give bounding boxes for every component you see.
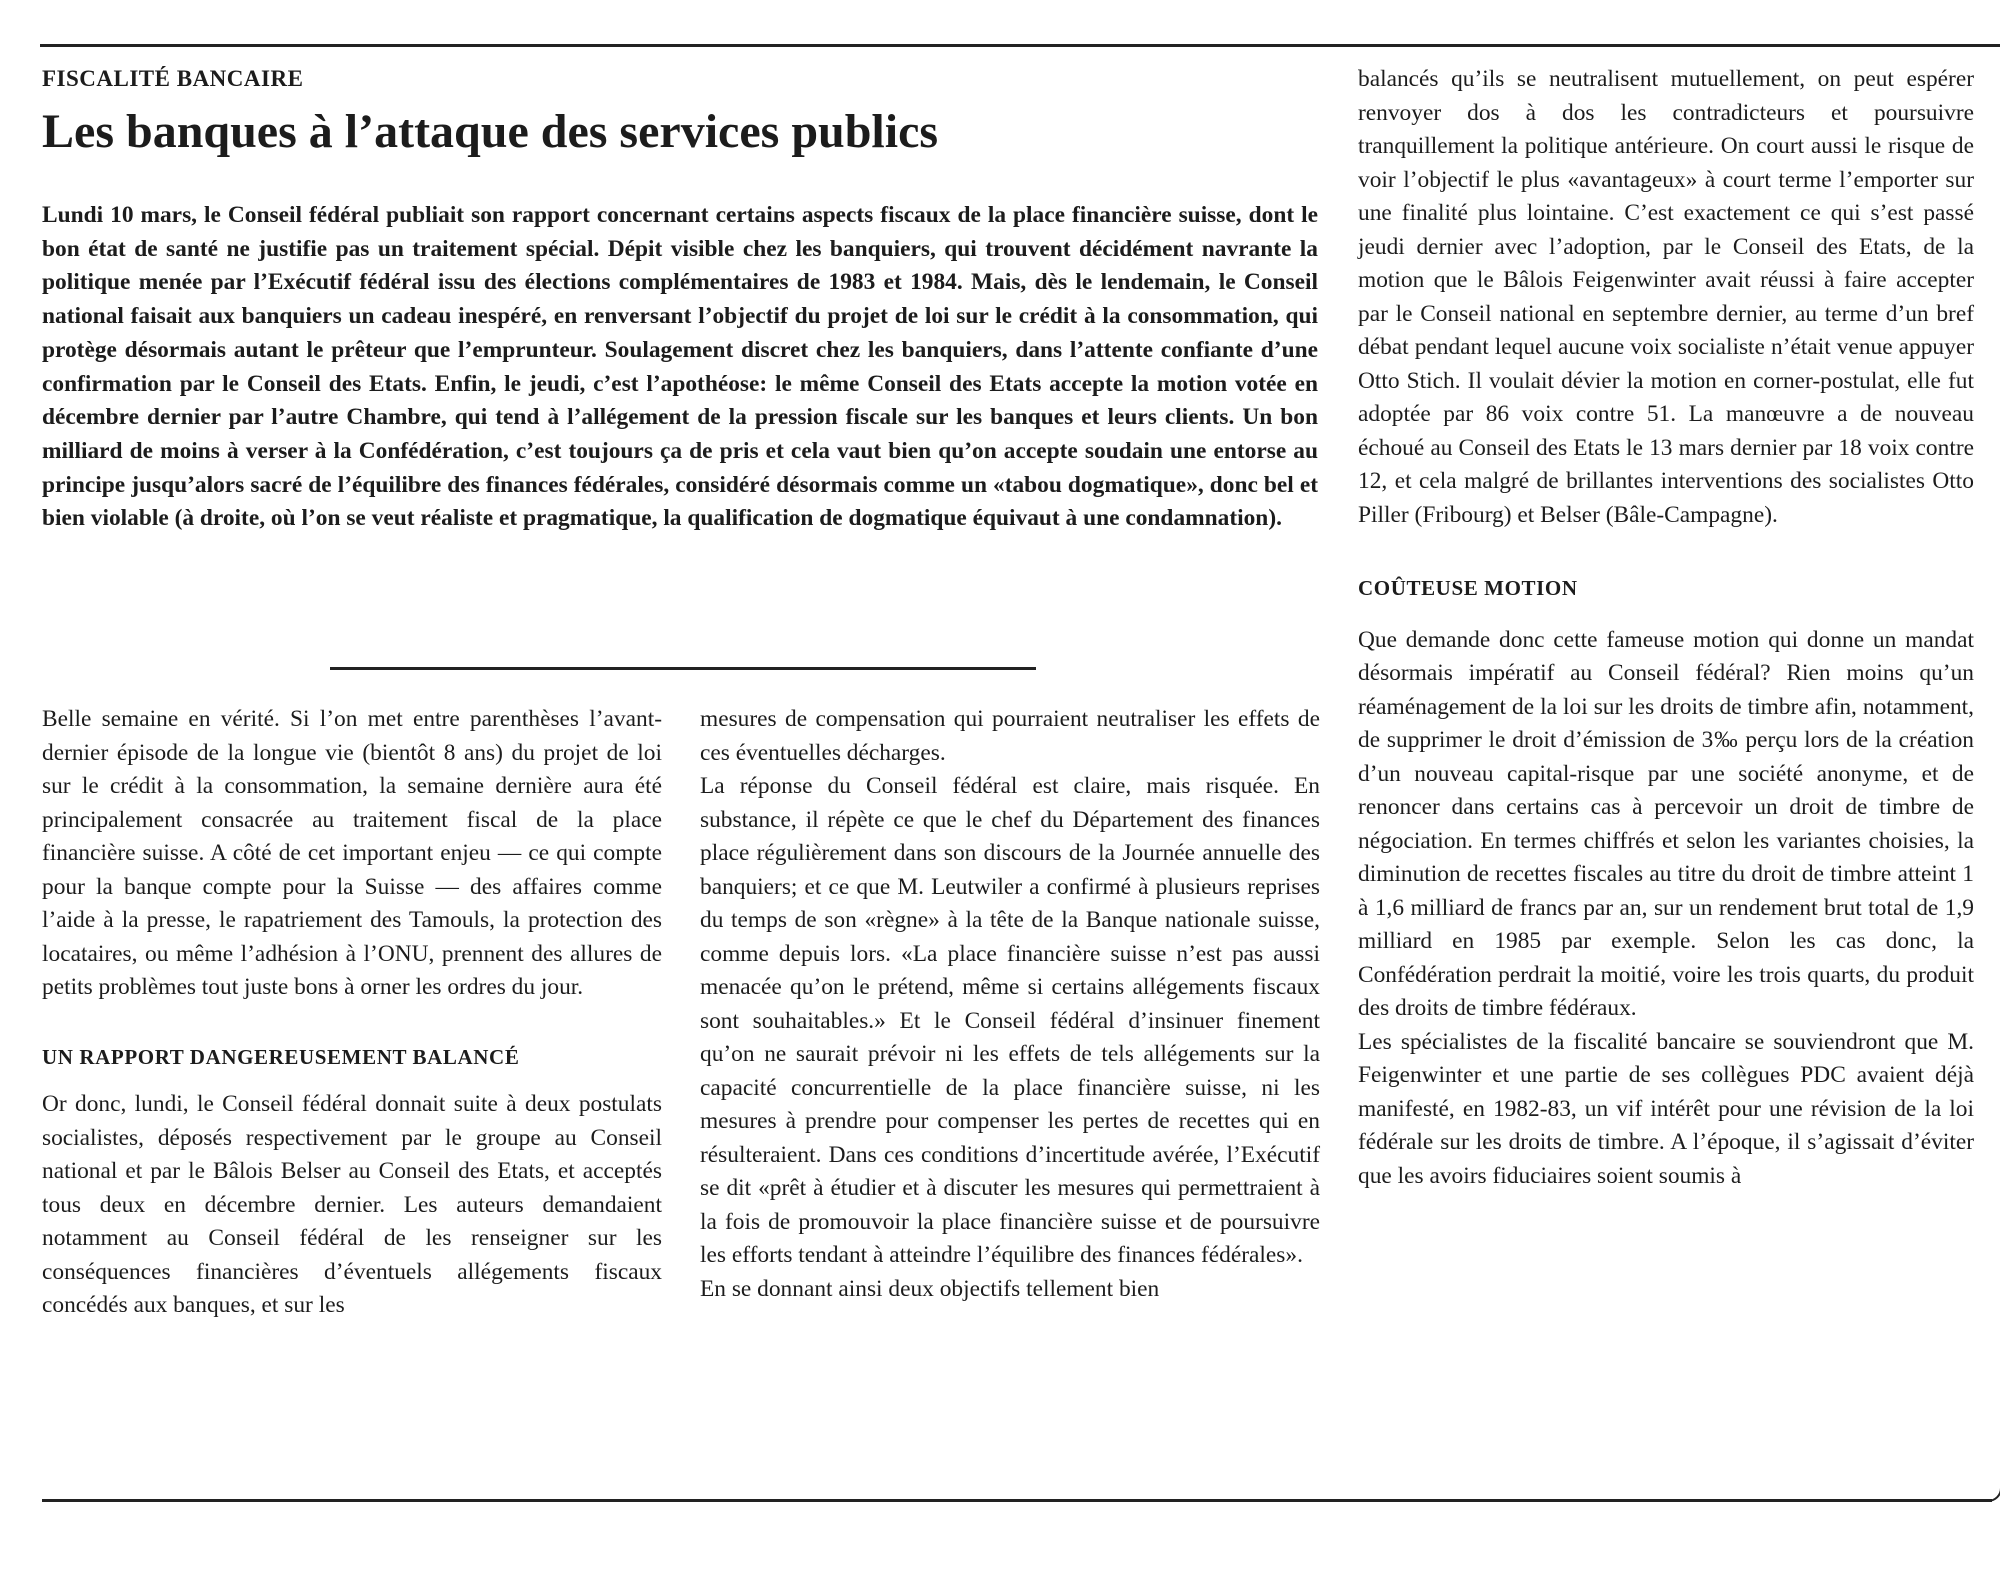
lead-paragraph: Lundi 10 mars, le Conseil fédéral publiait son rapport concernant certains aspects fiscaux de la place financière suisse, dont le bon état de santé ne justifie pas un traitement spécial. Dépit visible chez les banquiers, qui trouvent décidément navrante la politique menée par l’Exécutif fédéral issu des élections complémentaires de 1983 et 1984. Mais, dès le lendemain, le Conseil national faisait aux banquiers un cadeau inespéré, en renversant l’objectif du projet de loi sur le crédit à la consommation, qui protège désormais autant le prêteur que l’emprunteur. Soulagement discret chez les banquiers, dans l’attente confiante d’une confirmation par le Conseil des Etats. Enfin, le jeudi, c’est l’apothéose: le même Conseil des Etats accepte la motion votée en décembre dernier par l’autre Chambre, qui tend à l’allégement de la pression fiscale sur les banques et leurs clients. Un bon milliard de moins à verser à la Confédération, c’est toujours ça de pris et cela vaut bien qu’on accepte soudain une entorse au principe jusqu’alors sacré de l’équilibre des finances fédérales, considéré désormais comme un «tabou dogmatique», donc bel et bien violable (à droite, où l’on se veut réaliste et pragmatique, la qualification de dogmatique équivaut à une condamnation). [42,202,1318,532]
column2-paragraph-2: La réponse du Conseil fédéral est claire, mais risquée. En substance, il répète ce que le chef du Département des finances place régulièrement dans son discours de la Journée annuelle des banquiers; et ce que M. Leutwiler a confirmé à plusieurs reprises du temps de son «règne» à la tête de la Banque nationale suisse, comme depuis lors. «La place financière suisse n’est pas aussi menacée qu’on le prétend, même si certains allégements fiscaux sont souhaitables.» Et le Conseil fédéral d’insinuer finement qu’on ne saurait prévoir ni les effets de tels allégements sur la capacité concurrentielle de la place financière suisse, ni les mesures à prendre pour compenser les pertes de recettes qui en résulteraient. Dans ces conditions d’incertitude avérée, l’Exécutif se dit «prêt à étudier et à discuter les mesures qui permettraient à la fois de promouvoir la place financière suisse et de poursuivre les efforts tendant à atteindre l’équilibre des finances fédérales». [700,773,1320,1268]
article-column-3 [1358,63,1974,1193]
column2-paragraph-1: mesures de compensation qui pourraient neutraliser les effets de ces éventuelles décharges. [700,706,1320,766]
bottom-rule [42,1499,1992,1502]
article-column-2 [700,703,1320,1306]
column3-paragraph-1: balancés qu’ils se neutralisent mutuellement, on peut espérer renvoyer dos à dos les contradicteurs et poursuivre tranquillement la politique antérieure. On court aussi le risque de voir l’objectif le plus «avantageux» à court terme l’emporter sur une finalité plus lointaine. C’est exactement ce qui s’est passé jeudi dernier avec l’adoption, par le Conseil des Etats, de la motion que le Bâlois Feigenwinter avait réussi à faire accepter par le Conseil national en septembre dernier, au terme d’un bref débat pendant lequel aucune voix socialiste n’était venue appuyer Otto Stich. Il voulait dévier la motion en corner-postulat, elle fut adoptée par 86 voix contre 51. La manœuvre a de nouveau échoué au Conseil des Etats le 13 mars dernier par 18 voix contre 12, et cela malgré de brillantes interventions des socialistes Otto Piller (Fribourg) et Belser (Bâle-Campagne). [1358,66,1974,528]
section-kicker: FISCALITÉ BANCAIRE [42,66,304,91]
column3-paragraph-3: Les spécialistes de la fiscalité bancaire se souviendront que M. Feigenwinter et une partie de ses collègues PDC avaient déjà manifesté, en 1982-83, un vif intérêt pour une révision de la loi fédérale sur les droits de timbre. A l’époque, il s’agissait d’éviter que les avoirs fiduciaires soient soumis à [1358,1028,1974,1189]
column3-paragraph-2: Que demande donc cette fameuse motion qui donne un mandat désormais impératif au Conseil fédéral? Rien moins qu’un réaménagement de la loi sur les droits de timbre afin, notamment, de supprimer le droit d’émission de 3‰ perçu lors de la création d’un nouveau capital-risque par une société anonyme, et de renoncer dans certains cas à percevoir un droit de timbre de négociation. En termes chiffrés et selon les variantes choisies, la diminution de recettes fiscales au titre du droit de timbre atteint 1 à 1,6 milliard de francs par an, sur un rendement brut total de 1,9 milliard en 1985 par exemple. Selon les cas donc, la Confédération perdrait la moitié, voire les trois quarts, du produit des droits de timbre fédéraux. [1358,626,1974,1021]
column1-paragraph-1: Belle semaine en vérité. Si l’on met entre parenthèses l’avant-dernier épisode de la longue vie (bientôt 8 ans) du projet de loi sur le crédit à la consommation, la semaine dernière aura été principalement consacrée au traitement fiscal de la place financière suisse. A côté de cet important enjeu — ce qui compte pour la banque compte pour la Suisse — des affaires comme l’aide à la presse, le rapatriement des Tamouls, la protection des locataires, ou même l’adhésion à l’ONU, prennent des allures de petits problèmes tout juste bons à orner les ordres du jour. [42,706,662,1000]
top-rule [40,44,2000,47]
column1-paragraph-2: Or donc, lundi, le Conseil fédéral donnait suite à deux postulats socialistes, déposés respectivement par le groupe au Conseil national et par le Bâlois Belser au Conseil des Etats, et acceptés tous deux en décembre dernier. Les auteurs demandaient notamment au Conseil fédéral de les renseigner sur les conséquences financières d’éventuels allégements fiscaux concédés aux banques, et sur les [42,1091,662,1318]
bottom-rule-corner [1974,1478,2000,1502]
column2-paragraph-3: En se donnant ainsi deux objectifs tellement bien [700,1275,1160,1302]
article-headline: Les banques à l’attaque des services publics [42,105,939,158]
lead-divider [330,667,1036,670]
article-column-1 [42,703,662,1323]
column3-subheading: COÛTEUSE MOTION [1358,576,1578,600]
column1-subheading: UN RAPPORT DANGEREUSEMENT BALANCÉ [42,1044,520,1069]
